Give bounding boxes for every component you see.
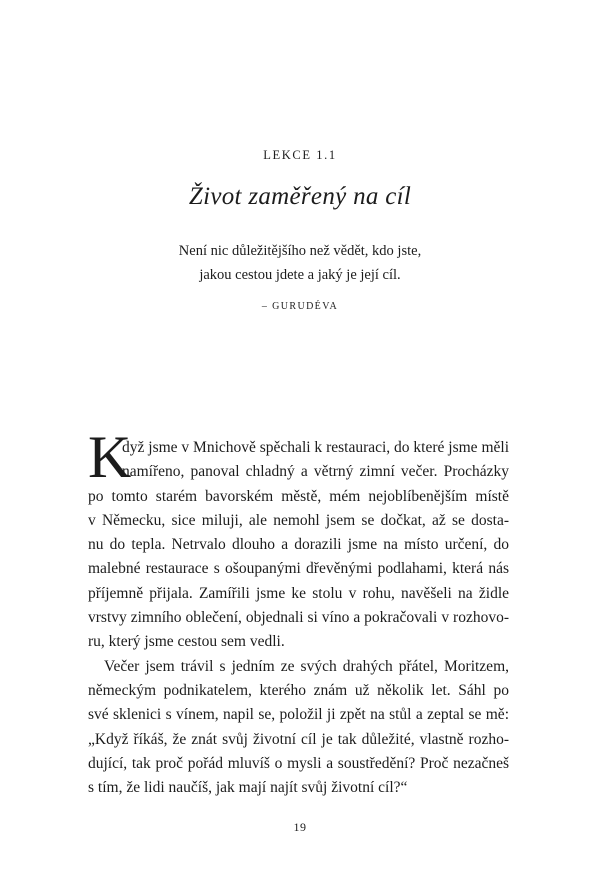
chapter-title: Život zaměřený na cíl [188, 183, 412, 210]
epigraph-line: Není nic důležitějšího než vědět, kdo jste, [178, 243, 422, 259]
text-line: po tomto starém bavorském městě, mém nejoblíbenějším místě [88, 487, 509, 505]
text-line: s tím, že lidi naučíš, jak mají najít svůj životní cíl?“ [88, 779, 408, 797]
text-line: Večer jsem trávil s jedním ze svých drahých přátel, Moritzem, [104, 657, 509, 675]
paragraph-1 [88, 436, 509, 655]
text-line: dující, tak proč pořád mluvíš o mysli a soustředění? Proč nezačneš [88, 754, 509, 772]
text-line: své sklenici s vínem, napil se, položil ji zpět na stůl a zeptal se mě: [88, 706, 509, 724]
text-line: příjemně přijala. Zamířili jsme ke stolu v rohu, navěšeli na židle [88, 584, 509, 602]
text-line: vrstvy zimního oblečení, objednali si víno a pokračovali v rozhovo- [88, 609, 509, 627]
lesson-label: LEKCE 1.1 [263, 148, 337, 162]
text-line: malebné restaurace s ošoupanými dřevěnými podlahami, která nás [88, 560, 509, 578]
text-line: v Německu, sice miluji, ale nemohl jsem se dočkat, až se dosta- [88, 511, 509, 529]
text-line: dyž jsme v Mnichově spěchali k restauraci, do které jsme měli [122, 439, 509, 456]
page-number: 19 [293, 820, 307, 834]
text-line: namířeno, panoval chladný a větrný zimní večer. Procházky [122, 463, 509, 481]
epigraph-line: jakou cestou jdete a jaký je její cíl. [199, 267, 401, 283]
text-line: „Když říkáš, že znát svůj životní cíl je tak důležité, vlastně rozho- [88, 730, 509, 748]
text-line: nu do tepla. Netrvalo dlouho a dorazili jsme na místo určení, do [88, 536, 509, 554]
body-text [88, 436, 509, 800]
text-line: ru, který jsme cestou sem vedli. [88, 633, 285, 651]
epigraph-attribution: – GURUDÉVA [261, 301, 339, 312]
epigraph-quote [0, 239, 600, 287]
drop-cap: K [88, 424, 132, 490]
paragraph-2 [88, 655, 509, 801]
text-line: německým podnikatelem, kterého znám už několik let. Sáhl po [88, 681, 509, 699]
